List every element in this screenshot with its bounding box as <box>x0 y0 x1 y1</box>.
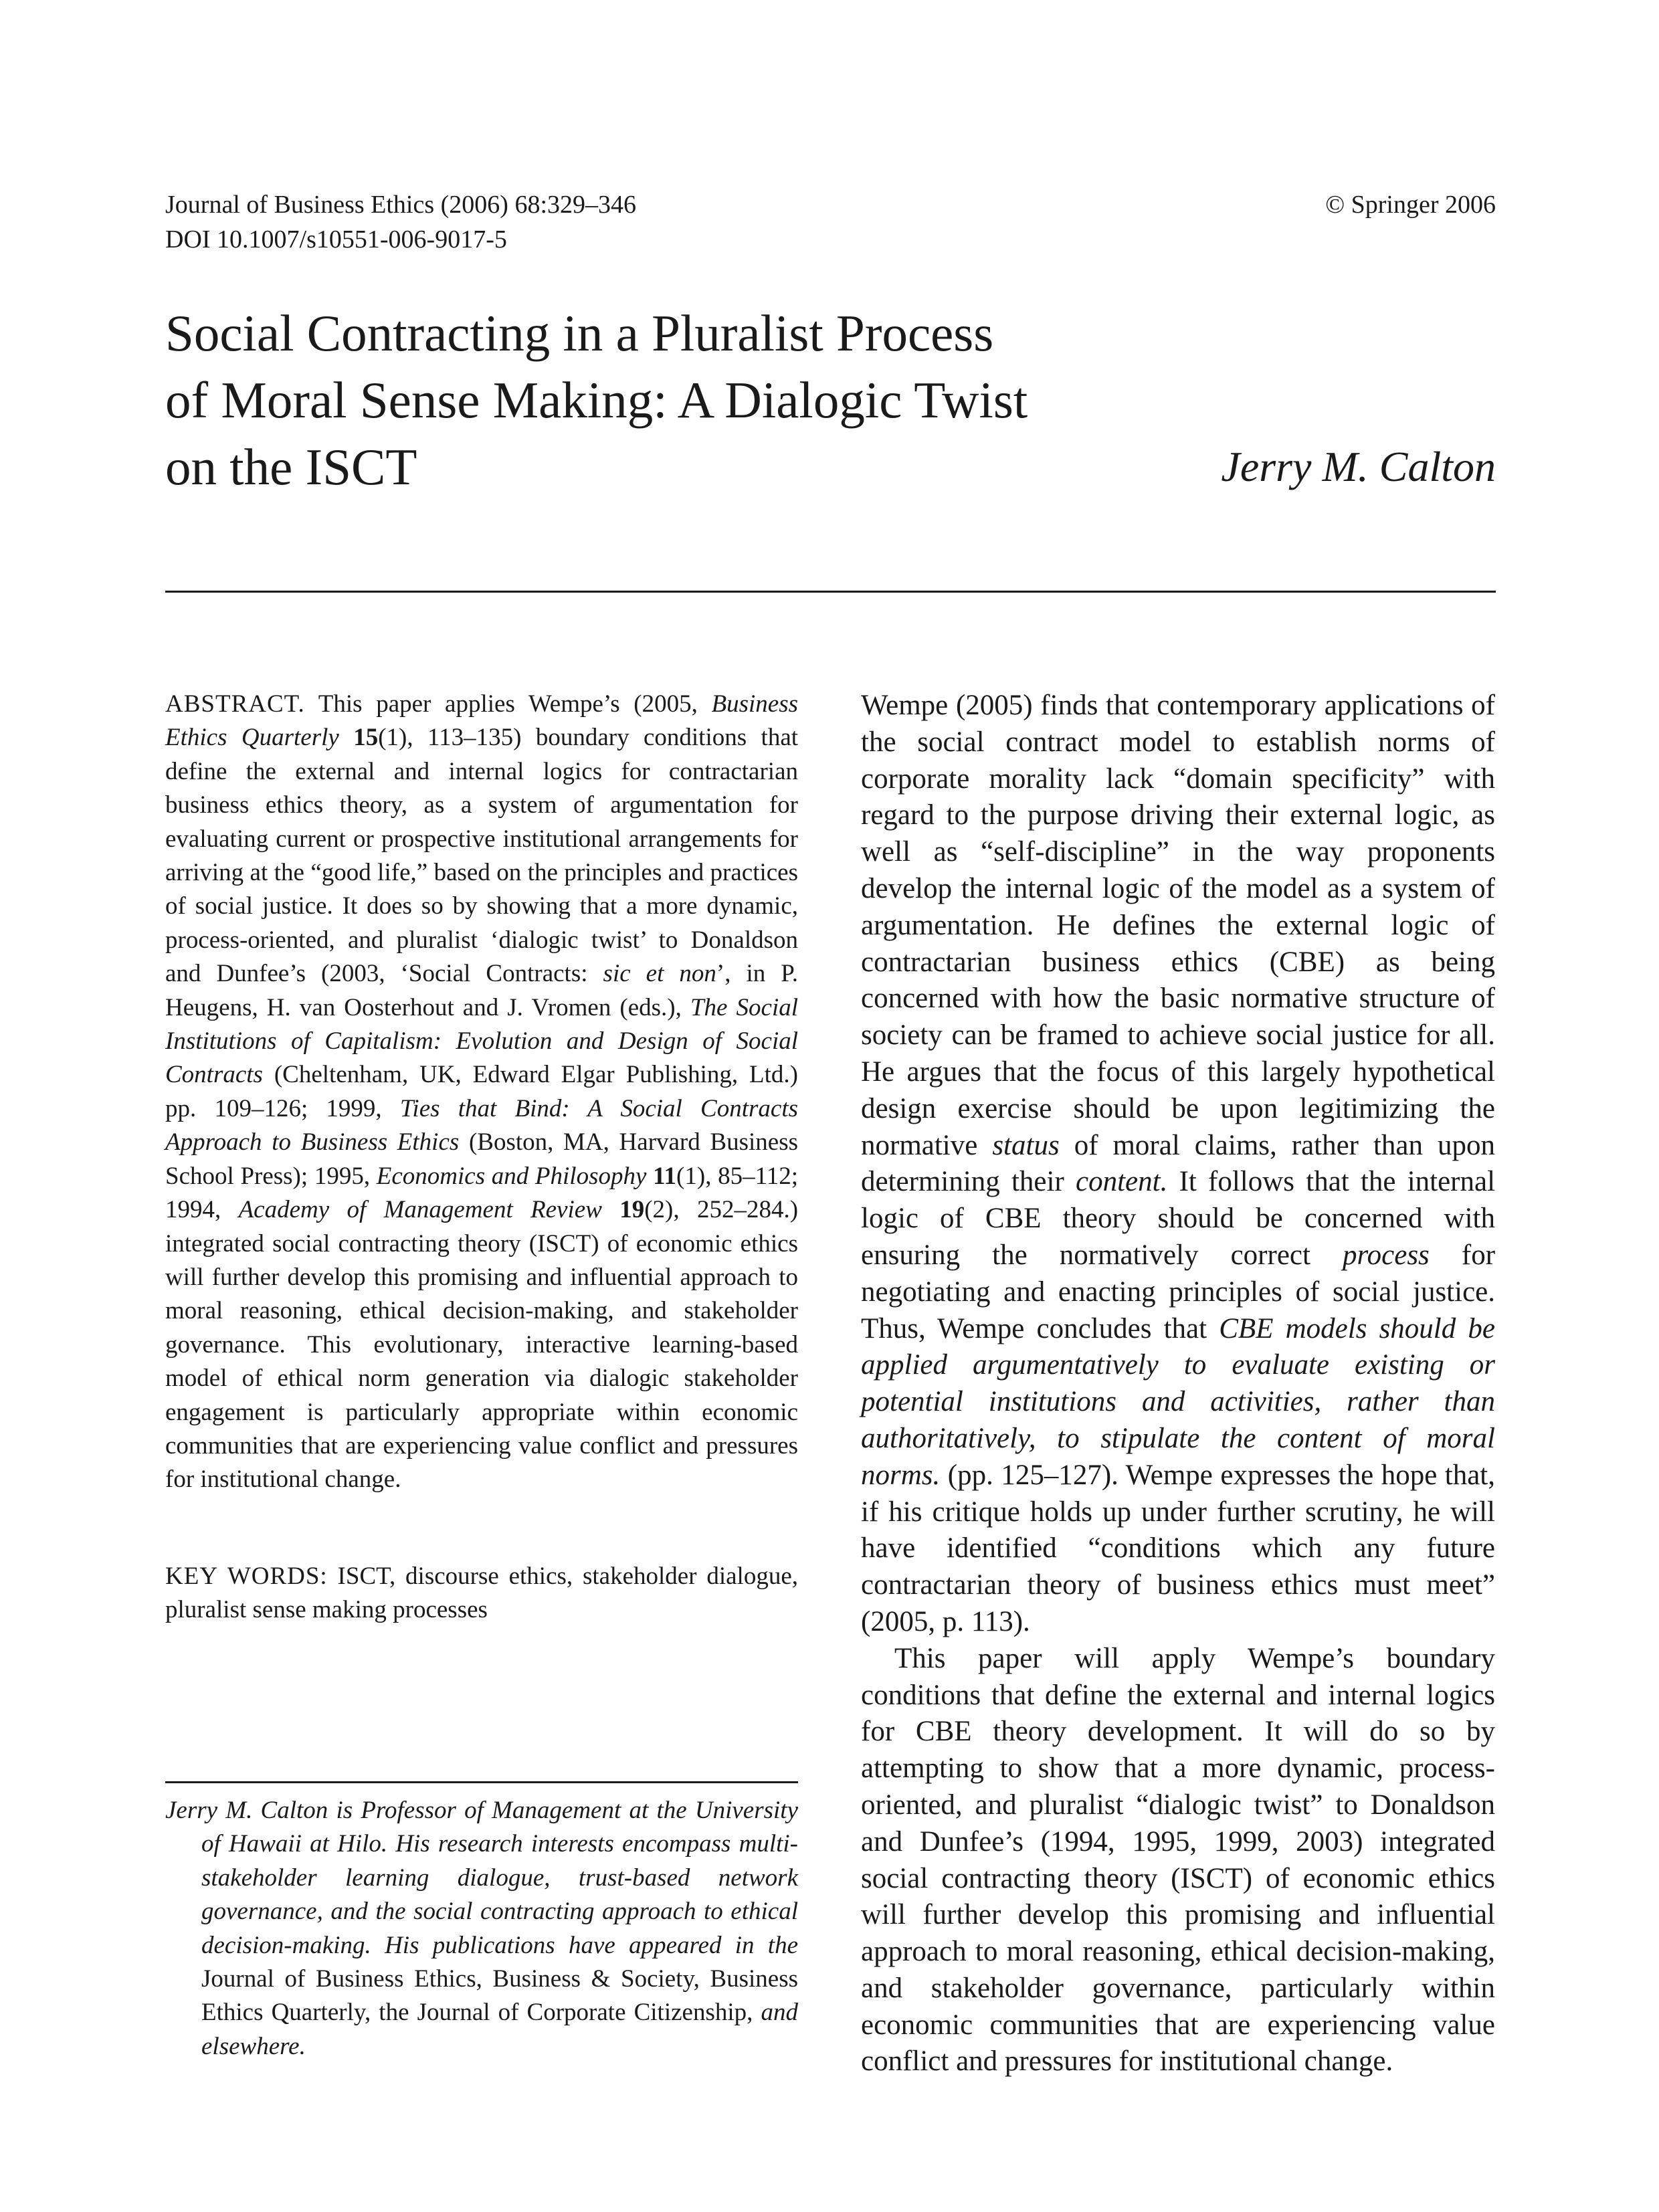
copyright-notice: © Springer 2006 <box>1325 191 1496 219</box>
title-divider <box>165 591 1496 593</box>
article-title <box>165 300 1169 500</box>
title-line-2: of Moral Sense Making: A Dialogic Twist <box>165 371 1028 429</box>
title-line-1: Social Contracting in a Pluralist Process <box>165 304 994 362</box>
keywords <box>165 1560 798 1627</box>
title-line-3: on the ISCT <box>165 438 417 496</box>
keywords-text: ISCT, discourse ethics, stakeholder dialogue, pluralist sense making processes <box>165 1563 798 1624</box>
paragraph-2: This paper will apply Wempe’s boundary conditions that define the external and internal logics for CBE theory development. It will do so by attempting to show that a more dynamic, process-oriented, and pluralist “dialogic twist” to Donaldson and Dunfee’s (1994, 1995, 1999, 2003) integrated social contracting theory (ISCT) of economic ethics will further develop this promising and influential approach to moral reasoning, ethical decision-making, and stakeholder governance, particularly within economic communities that are experiencing value conflict and pressures for institutional change. <box>861 1642 1495 2078</box>
journal-line: Journal of Business Ethics (2006) 68:329–346 <box>165 191 637 219</box>
keywords-label: KEY WORDS: <box>165 1563 328 1590</box>
body-text <box>861 688 1495 2080</box>
footnote-divider <box>165 1781 798 1783</box>
doi-line: DOI 10.1007/s10551-006-9017-5 <box>165 225 507 254</box>
article-author: Jerry M. Calton <box>1221 443 1496 490</box>
abstract: ABSTRACT. This paper applies Wempe’s (2005, Business Ethics Quarterly 15(1), 113–135) boundary conditions that define the external and internal logics for contractarian business ethics theory, as a system of argumentation for evaluating current or prospective institutional arrangements for arriving at the “good life,” based on the principles and practices of social justice. It does so by showing that a more dynamic, process-oriented, and pluralist ‘dialogic twist’ to Donaldson and Dunfee’s (2003, ‘Social Contracts: sic et non’, in P. Heugens, H. van Oosterhout and J. Vromen (eds.), The Social Institutions of Capitalism: Evolution and Design of Social Contracts (Cheltenham, UK, Edward Elgar Publishing, Ltd.) pp. 109–126; 1999, Ties that Bind: A Social Contracts Approach to Business Ethics (Boston, MA, Harvard Business School Press); 1995, Economics and Philosophy 11(1), 85–112; 1994, Academy of Management Review 19(2), 252–284.) integrated social contracting theory (ISCT) of economic ethics will further develop this promising and influential approach to moral reasoning, ethical decision-making, and stakeholder governance. This evolutionary, interactive learning-based model of ethical norm generation via dialogic stakeholder engagement is particularly appropriate within economic communities that are experiencing value conflict and pressures for institutional change. <box>165 690 799 1494</box>
author-footnote: Jerry M. Calton is Professor of Management at the University of Hawaii at Hilo. His research interests encompass multi-stakeholder learning dialogue, trust-based network governance, and the social contracting approach to ethical decision-making. His publications have appeared in the Journal of Business Ethics, Business & Society, Business Ethics Quarterly, the Journal of Corporate Citizenship, and elsewhere. <box>165 1797 799 2060</box>
abstract-label: ABSTRACT. <box>165 690 305 718</box>
paragraph-1: Wempe (2005) finds that contemporary applications of the social contract model to establish norms of corporate morality lack “domain specificity” with regard to the purpose driving their external logic, as well as “self-discipline” in the way proponents develop the internal logic of the model as a system of argumentation. He defines the external logic of contractarian business ethics (CBE) as being concerned with how the basic normative structure of society can be framed to achieve social justice for all. He argues that the focus of this largely hypothetical design exercise should be upon legitimizing the normative status of moral claims, rather than upon determining their content. It follows that the internal logic of CBE theory should be concerned with ensuring the normatively correct process for negotiating and enacting principles of social justice. Thus, Wempe concludes that CBE models should be applied argumentatively to evaluate existing or potential institutions and activities, rather than authoritatively, to stipulate the content of moral norms. (pp. 125–127). Wempe expresses the hope that, if his critique holds up under further scrutiny, he will have identified “conditions which any future contractarian theory of business ethics must meet” (2005, p. 113). <box>861 690 1496 1637</box>
journal-citation <box>165 187 636 257</box>
